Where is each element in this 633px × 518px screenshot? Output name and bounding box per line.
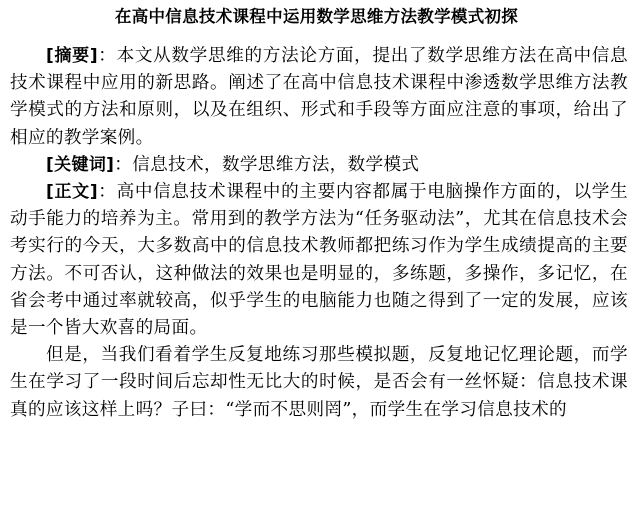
document-title: 在高中信息技术课程中运用数学思维方法教学模式初探 [114, 7, 519, 26]
body-label: [正文] [46, 182, 98, 203]
document-body [10, 43, 628, 424]
abstract-text: 本文从数学思维的方法论方面，提出了数学思维方法在高中信息技术课程中应用的新思路。阐述了在高中信息技术课程中渗透数学思维方法教学模式的方法和原则，以及在组织、形式和手段等方面应注意的事项，给出了相应的教学案例。 [10, 46, 628, 148]
keywords-paragraph [10, 152, 628, 179]
keywords-text: 信息技术，数学思维方法，数学模式 [132, 154, 420, 175]
body-separator: ： [97, 182, 117, 203]
abstract-separator: ： [97, 46, 117, 66]
body-text: 高中信息技术课程中的主要内容都属于电脑操作方面的，以学生动手能力的培养为主。常用到的教学方法为“任务驱动法”，尤其在信息技术会考实行的今天，大多数高中的信息技术教师都把练习作为学生成绩提高的主要方法。不可否认，这种做法的效果也是明显的，多练题，多操作，多记忆，在省会考中通过率就较高，似乎学生的电脑能力也随之得到了一定的发展，应该是一个皆大欢喜的局面。 [10, 182, 628, 339]
keywords-label: [关键词] [46, 154, 115, 175]
paragraph-2-text: 但是，当我们看着学生反复地练习那些模拟题，反复地记忆理论题，而学生在学习了一段时间后忘却性无比大的时候，是否会有一丝怀疑：信息技术课真的应该这样上吗？子曰：“学而不思则罔”，而学生在学习信息技术的 [10, 345, 628, 420]
keywords-separator: ： [114, 154, 133, 175]
abstract-paragraph [10, 43, 628, 152]
body-paragraph-1 [10, 179, 628, 342]
abstract-label: [摘要] [46, 46, 98, 66]
body-paragraph-2 [10, 342, 628, 424]
